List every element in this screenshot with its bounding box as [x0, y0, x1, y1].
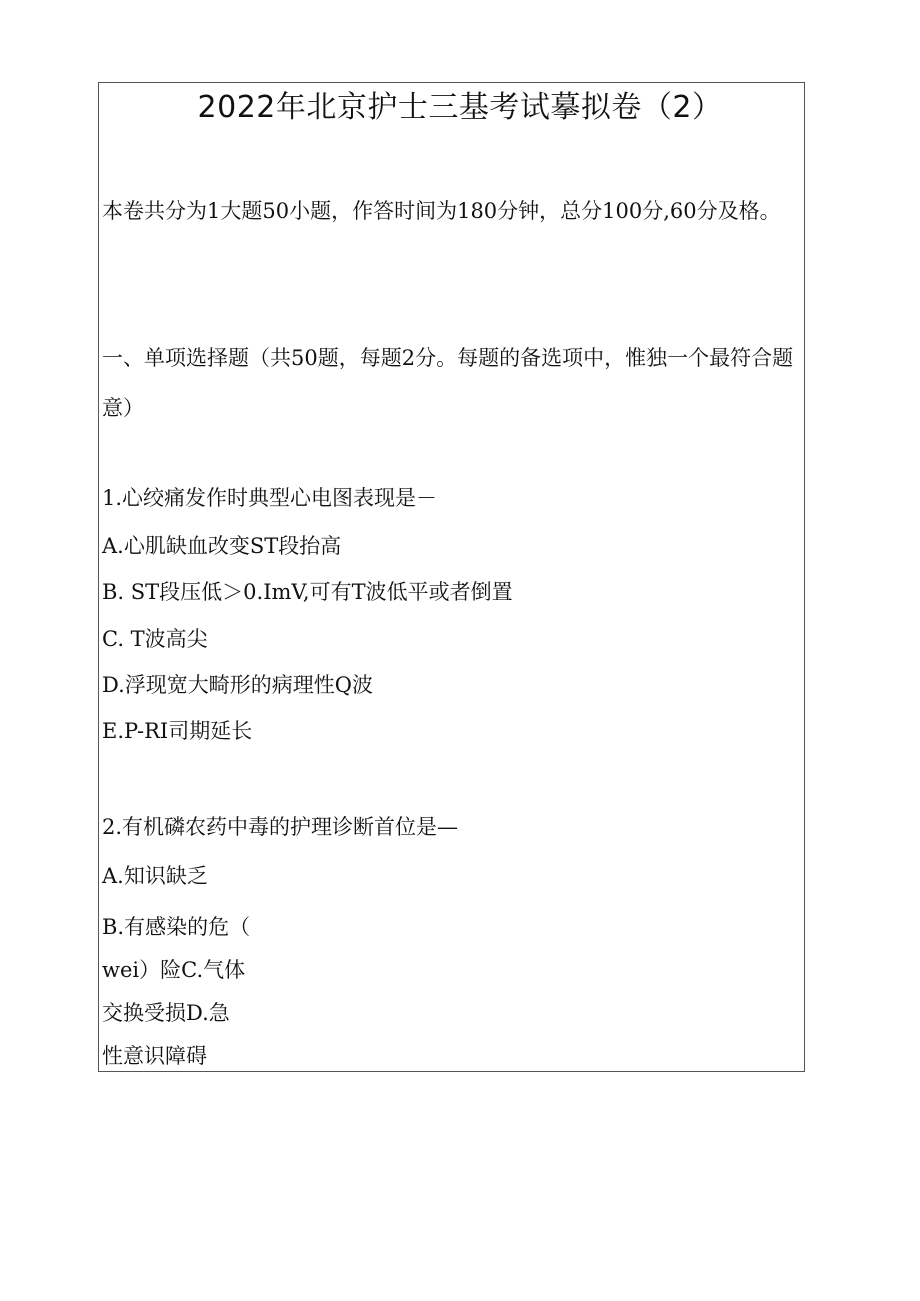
question-1-option-a: A.心肌缺血改变ST段抬高 [102, 534, 342, 558]
question-2-line-2: B.有感染的危（ [102, 915, 251, 939]
question-2-line-3: wei）险C.气体 [102, 958, 246, 982]
question-2-line-1: A.知识缺乏 [102, 864, 208, 888]
question-1-option-e: E.P-RI司期延长 [102, 719, 253, 743]
question-1-option-d: D.浮现宽大畸形的病理性Q波 [102, 673, 373, 697]
document-title: 2022年北京护士三基考试摹拟卷（2） [197, 90, 723, 125]
question-2-line-5: 性意识障碍 [102, 1044, 207, 1068]
section-heading: 一、单项选择题（共50题，每题2分。每题的备选项中，惟独一个最符合题意） [102, 346, 794, 420]
question-1-option-c: C. T波高尖 [102, 627, 208, 651]
question-2-line-4: 交换受损D.急 [102, 1001, 230, 1025]
question-1-option-b: B. ST段压低＞0.ImV,可有T波低平或者倒置 [102, 580, 513, 604]
exam-intro: 本卷共分为1大题50小题，作答时间为180分钟，总分100分,60分及格。 [102, 199, 781, 223]
question-2-stem: 2.有机磷农药中毒的护理诊断首位是— [102, 815, 459, 839]
question-1-stem: 1.心绞痛发作时典型心电图表现是－ [102, 486, 438, 510]
